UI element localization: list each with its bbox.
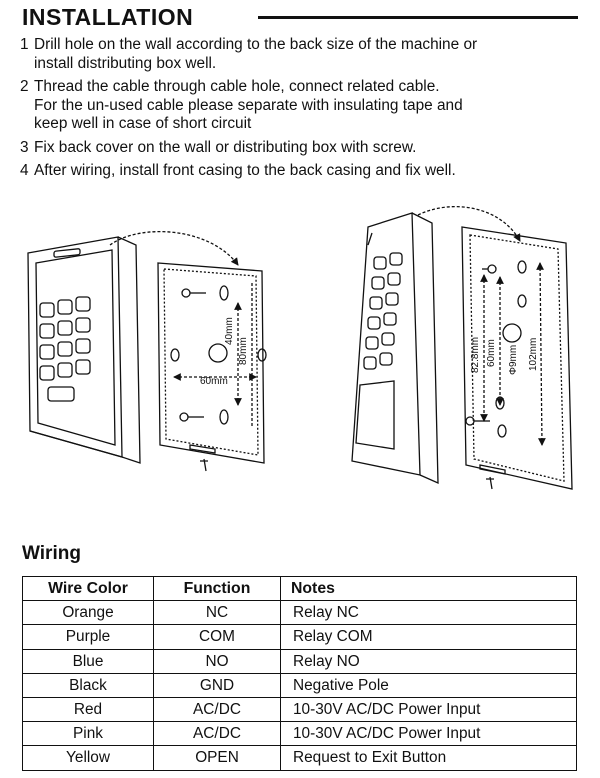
function-cell: GND [154,673,281,697]
function-cell: AC/DC [154,722,281,746]
function-cell: NC [154,601,281,625]
step-item [20,78,595,134]
step-text [34,139,416,158]
step-line: After wiring, install front casing to the back casing and fix well. [34,162,456,179]
step-text [34,78,463,134]
wire-color-cell: Yellow [23,746,154,770]
notes-cell: 10-30V AC/DC Power Input [281,722,577,746]
wire-color-cell: Orange [23,601,154,625]
left-dim-width: 60mm [200,376,228,387]
header-function: Function [154,577,281,601]
right-keypad [356,253,402,449]
left-dim-80: 80mm [238,337,249,365]
function-cell: AC/DC [154,697,281,721]
table-header-row [23,577,577,601]
header-divider [258,16,578,19]
notes-cell: Relay COM [281,625,577,649]
right-device-front [352,213,438,483]
table-row [23,625,577,649]
step-number: 2 [20,78,29,95]
step-line: Drill hole on the wall according to the back size of the machine or [34,36,478,53]
table-row [23,601,577,625]
step-line: Thread the cable through cable hole, connect related cable. [34,78,440,95]
installation-steps [20,36,595,186]
wiring-table [22,576,577,771]
right-dim-82: 82.8mm [470,336,481,373]
table-row [23,649,577,673]
installation-title: INSTALLATION [22,4,194,30]
table-row [23,722,577,746]
step-item [20,139,595,158]
left-device-front [28,237,140,463]
step-line: For the un-used cable please separate with insulating tape and [34,96,463,114]
wire-color-cell: Purple [23,625,154,649]
header-wire-color: Wire Color [23,577,154,601]
step-line: keep well in case of short circuit [34,115,252,132]
notes-cell: Relay NC [281,601,577,625]
wire-color-cell: Red [23,697,154,721]
header-notes: Notes [281,577,577,601]
right-dim-102: 102mm [528,337,539,371]
step-number: 3 [20,138,29,156]
table-row [23,697,577,721]
left-dim-40: 40mm [224,317,235,345]
installation-diagram [0,205,600,505]
step-number: 4 [20,162,29,179]
function-cell: OPEN [154,746,281,770]
table-row [23,746,577,770]
right-dim-60: 60mm [486,339,497,367]
step-number: 1 [20,36,29,53]
table-row [23,673,577,697]
step-text [34,36,477,73]
function-cell: NO [154,649,281,673]
notes-cell: Relay NO [281,649,577,673]
notes-cell: Negative Pole [281,673,577,697]
right-dim-hole: Φ9mm [508,344,519,375]
step-line: install distributing box well. [34,54,217,72]
left-keypad [40,297,90,401]
step-line: Fix back cover on the wall or distributing box with screw. [34,138,417,156]
step-item [20,36,595,73]
wire-color-cell: Black [23,673,154,697]
function-cell: COM [154,625,281,649]
wiring-title: Wiring [22,543,81,564]
wire-color-cell: Blue [23,649,154,673]
notes-cell: Request to Exit Button [281,746,577,770]
step-text [34,162,456,181]
step-item [20,162,595,181]
notes-cell: 10-30V AC/DC Power Input [281,697,577,721]
wire-color-cell: Pink [23,722,154,746]
